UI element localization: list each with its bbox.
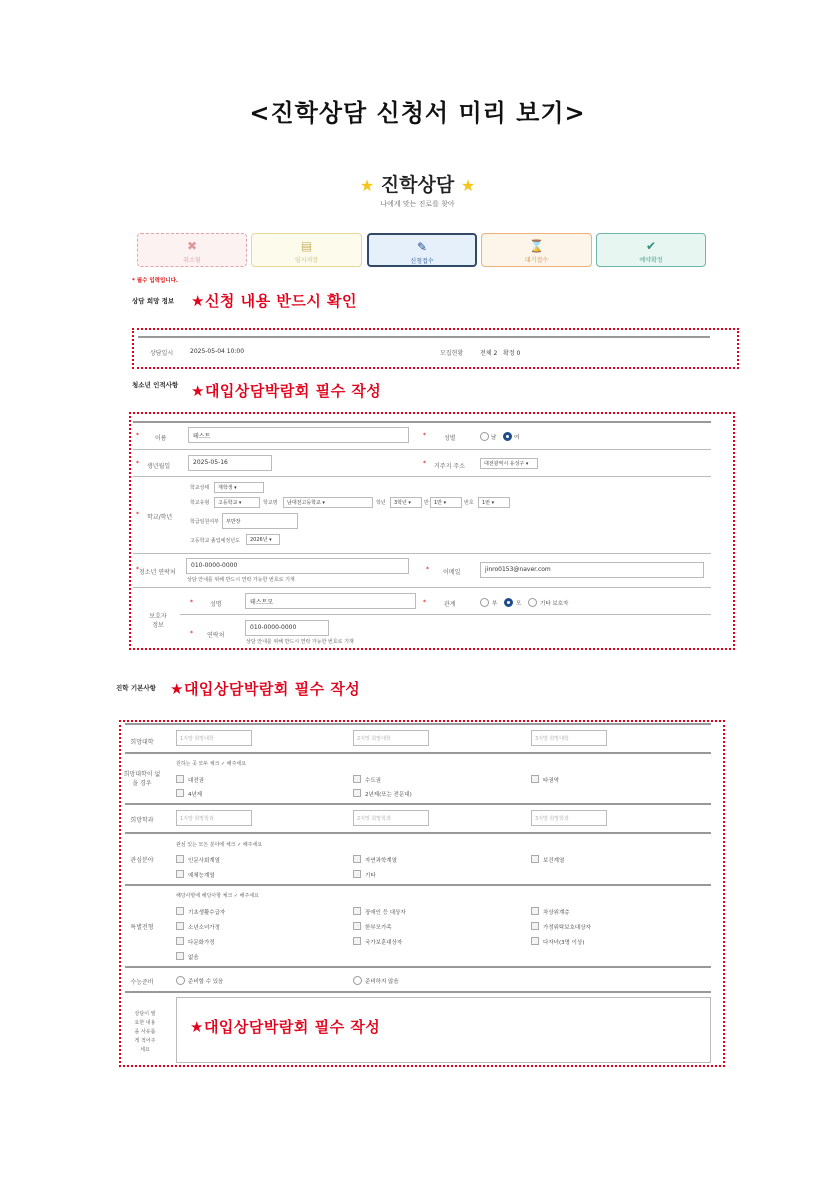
major-2-input[interactable]: 2지망 희망학과	[353, 810, 429, 826]
checkbox-health[interactable]	[531, 855, 539, 863]
special-note: 해당사항에 해당사항 체크 ✓ 해주세요	[176, 893, 259, 899]
address-label: 거주지 주소	[434, 463, 465, 470]
step-confirmed[interactable]	[596, 233, 706, 267]
field-label: 관심분야	[130, 857, 154, 864]
checkbox-foster[interactable]	[531, 922, 539, 930]
step-label: 신청접수	[410, 258, 434, 265]
app-title-text: 진학상담	[380, 174, 455, 196]
univ-1-input[interactable]: 1지망 희망대학	[176, 730, 252, 746]
address-select[interactable]: 대전광역시 유성구 ▾	[480, 458, 538, 469]
grad-year-select[interactable]: 2026년 ▾	[246, 534, 280, 545]
officer-input[interactable]: 부반장	[222, 513, 298, 529]
app-subtitle: 나에게 맞는 진로를 찾아	[380, 200, 455, 208]
option-label: 다문화가정	[188, 940, 215, 946]
save-icon: ▤	[300, 239, 313, 253]
section-basic-title: 진학 기본사항	[116, 684, 156, 692]
guardian-name-label: 성명	[210, 601, 222, 608]
checkbox-multichild[interactable]	[531, 937, 539, 945]
option-label: 장애인 등 대상자	[365, 910, 406, 916]
option-label: 기타	[365, 873, 376, 879]
option-label: 예체능계열	[188, 873, 215, 879]
school-type-select[interactable]: 고등학교 ▾	[214, 497, 260, 508]
email-input[interactable]: jinro0153@naver.com	[480, 562, 704, 578]
step-label: 취소됨	[183, 257, 201, 264]
required-note: * 필수 입력입니다.	[132, 278, 178, 284]
annotation-required-2: ★대입상담박람회 필수 작성	[170, 680, 361, 698]
email-label: 이메일	[443, 569, 461, 576]
document-title: <진학상담 신청서 미리 보기>	[249, 99, 586, 127]
divider	[138, 336, 710, 338]
section-hope-title: 상담 희망 정보	[132, 297, 175, 305]
divider	[133, 421, 711, 423]
relation-other-radio[interactable]	[528, 598, 537, 607]
option-label: 인문사회계열	[188, 858, 220, 864]
option-label: 대전권	[188, 778, 204, 784]
checkbox-daejeon[interactable]	[176, 775, 184, 783]
school-name-select[interactable]: 남대전고등학교 ▾	[283, 497, 373, 508]
phone-hint: 상담 안내를 위해 반드시 연락 가능한 번호로 기재	[187, 577, 295, 583]
guardian-phone-input[interactable]: 010-0000-0000	[245, 620, 329, 636]
option-label: 수도권	[365, 778, 381, 784]
relation-mother-radio[interactable]	[504, 598, 513, 607]
checkbox-none[interactable]	[176, 952, 184, 960]
checkbox-science[interactable]	[353, 855, 361, 863]
checkbox-basic-living[interactable]	[176, 907, 184, 915]
option-label: 다자녀(3명 이상)	[543, 940, 585, 946]
name-label: 이름	[155, 435, 167, 442]
checkbox-capital[interactable]	[353, 775, 361, 783]
csat-yes-label: 준비할 수 있음	[188, 979, 224, 985]
univ-label: 희망대학	[130, 739, 154, 746]
checkbox-arts[interactable]	[176, 870, 184, 878]
gender-female-radio[interactable]	[503, 432, 512, 441]
option-label: 보건계열	[543, 858, 565, 864]
number-label: 번호	[464, 500, 474, 506]
guardian-phone-label: 연락처	[207, 632, 225, 639]
option-label: 차상위계층	[543, 910, 570, 916]
option-label: 2년제(또는 전문대)	[365, 792, 412, 798]
school-label: 학교/학년	[147, 514, 173, 521]
csat-no-label: 준비하지 않음	[365, 979, 399, 985]
univ-3-input[interactable]: 3지망 희망대학	[531, 730, 607, 746]
step-waiting[interactable]	[481, 233, 592, 267]
grade-label: 학년	[376, 500, 386, 506]
gender-male-label: 남	[491, 435, 497, 441]
schedule-date-value: 2025-05-04 10:00	[190, 348, 245, 355]
option-label: 기초생활수급자	[188, 910, 226, 916]
relation-mother-label: 모	[516, 601, 522, 607]
major-3-input[interactable]: 3지망 희망학과	[531, 810, 607, 826]
school-status-select[interactable]: 재학생 ▾	[214, 482, 264, 493]
checkbox-etc[interactable]	[353, 870, 361, 878]
gender-female-label: 여	[514, 435, 520, 441]
checkbox-near-poverty[interactable]	[531, 907, 539, 915]
check-icon: ✔	[645, 239, 657, 253]
checkbox-veteran[interactable]	[353, 937, 361, 945]
checkbox-other-region[interactable]	[531, 775, 539, 783]
officer-label: 학급임원여부	[190, 519, 219, 525]
no-univ-label: 희망대학이 없을 경우	[123, 771, 161, 787]
memo-label: 상담이 필요한 내용을 사유롭게 적어주세요	[134, 1011, 156, 1053]
app-title	[0, 170, 835, 197]
relation-other-label: 기타 보호자	[540, 601, 569, 607]
step-submitted[interactable]	[367, 233, 477, 267]
class-select[interactable]: 1반 ▾	[430, 497, 462, 508]
csat-no-radio[interactable]	[353, 976, 362, 985]
star-icon: ★	[359, 176, 375, 195]
star-icon: ★	[460, 176, 476, 195]
annotation-required-3: ★대입상담박람회 필수 작성	[190, 1018, 381, 1036]
name-input[interactable]: 테스트	[188, 427, 409, 443]
option-label: 4년제	[188, 792, 203, 798]
major-1-input[interactable]: 1지망 희망학과	[176, 810, 252, 826]
relation-father-label: 부	[492, 601, 498, 607]
no-univ-note: 원하는 곳 모두 체크 ✓ 해주세요	[176, 761, 247, 767]
relation-label: 관계	[444, 601, 456, 608]
option-label: 국가보훈대상자	[365, 940, 403, 946]
option-label: 소년소녀가정	[188, 925, 220, 931]
checkbox-disabled[interactable]	[353, 907, 361, 915]
option-label: 자연과학계열	[365, 858, 397, 864]
schedule-status-label: 모집현황	[440, 350, 464, 357]
close-icon: ✖	[186, 239, 198, 253]
grade-select[interactable]: 3학년 ▾	[390, 497, 422, 508]
checkbox-single-parent[interactable]	[353, 922, 361, 930]
birth-label: 생년월일	[147, 463, 171, 470]
checkbox-4year[interactable]	[176, 789, 184, 797]
csat-yes-radio[interactable]	[176, 976, 185, 985]
option-label: 타권역	[543, 778, 559, 784]
hourglass-icon: ⌛	[529, 239, 544, 253]
phone-input[interactable]: 010-0000-0000	[186, 558, 409, 574]
school-name-label: 학교명	[263, 500, 278, 506]
step-label: 임시저장	[294, 257, 319, 264]
csat-label: 수능준비	[130, 979, 154, 986]
univ-2-input[interactable]: 2지망 희망대학	[353, 730, 429, 746]
field-note: 관심 있는 모든 분야에 체크 ✓ 해주세요	[176, 842, 263, 848]
option-label: 한부모가족	[365, 925, 392, 931]
step-temp-save[interactable]	[251, 233, 362, 267]
checkbox-2year[interactable]	[353, 789, 361, 797]
annotation-confirm: ★신청 내용 반드시 확인	[191, 292, 358, 310]
schedule-status-value: 전체 2 확정 0	[480, 350, 521, 357]
step-cancelled[interactable]	[137, 233, 247, 267]
checkbox-humanities[interactable]	[176, 855, 184, 863]
school-type-label: 학교유형	[190, 500, 210, 506]
schedule-date-label: 상담일시	[150, 350, 174, 357]
option-label: 가정위탁보호대상자	[543, 925, 591, 931]
checkbox-youth-family[interactable]	[176, 922, 184, 930]
gender-male-radio[interactable]	[480, 432, 489, 441]
step-label: 예약확정	[639, 257, 663, 264]
option-label: 없음	[188, 955, 199, 961]
checkbox-multicultural[interactable]	[176, 937, 184, 945]
special-label: 특별전형	[130, 924, 154, 931]
class-label: 반	[424, 500, 429, 506]
annotation-required-1: ★대입상담박람회 필수 작성	[191, 382, 382, 400]
section-student-title: 청소년 인적사항	[132, 381, 179, 389]
major-label: 희망학과	[130, 817, 154, 824]
step-label: 대기접수	[524, 257, 549, 264]
guardian-label: 보호자 정보	[149, 613, 167, 629]
relation-father-radio[interactable]	[480, 598, 489, 607]
birth-input[interactable]: 2025-05-16	[188, 455, 272, 471]
guardian-name-input[interactable]: 테스트모	[245, 593, 416, 609]
grad-year-label: 고등학교 졸업예정년도	[190, 538, 240, 544]
number-select[interactable]: 1번 ▾	[478, 497, 510, 508]
edit-icon: ✎	[416, 240, 428, 254]
phone-label: 청소년 연락처	[139, 569, 176, 576]
school-status-label: 학교상태	[190, 485, 210, 491]
gender-label: 성별	[444, 435, 456, 442]
guardian-phone-hint: 상담 안내를 위해 반드시 연락 가능한 번호로 기재	[246, 639, 354, 645]
